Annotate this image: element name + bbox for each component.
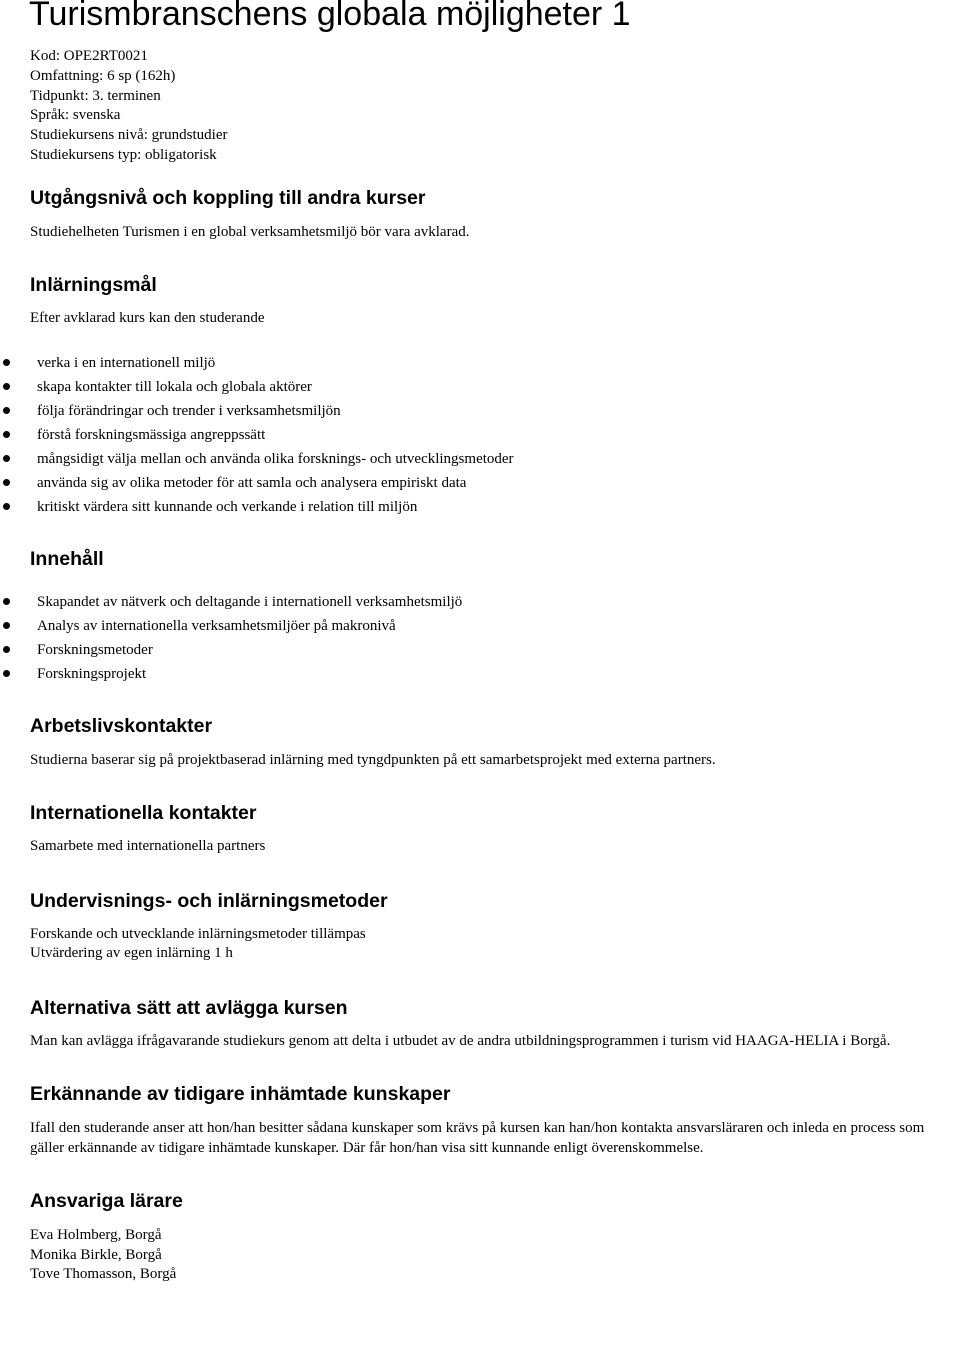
- section-heading: Arbetslivskontakter: [30, 714, 213, 737]
- section-heading: Ansvariga lärare: [30, 1190, 183, 1213]
- section-alternative-completion: [30, 996, 960, 1052]
- meta-code: Kod: OPE2RT0021: [30, 48, 148, 64]
- list-item: följa förändringar och trender i verksamhetsmiljön: [30, 399, 960, 423]
- meta-timing: Tidpunkt: 3. terminen: [30, 87, 161, 104]
- section-teachers: [30, 1189, 960, 1285]
- meta-level: Studiekursens nivå: grundstudier: [30, 127, 228, 144]
- section-international-contacts: [30, 801, 960, 857]
- list-item: verka i en internationell miljö: [30, 351, 960, 375]
- section-prior-learning: [30, 1082, 960, 1158]
- teacher-name: Eva Holmberg, Borgå: [30, 1227, 162, 1244]
- section-heading: Erkännande av tidigare inhämtade kunskaper: [30, 1083, 451, 1106]
- section-heading: Internationella kontakter: [30, 802, 257, 825]
- method-line: Utvärdering av egen inlärning 1 h: [30, 945, 233, 962]
- section-teaching-methods: [30, 889, 960, 964]
- bullet-icon: [3, 479, 10, 486]
- bullet-icon: [3, 598, 10, 605]
- section-heading: Undervisnings- och inlärningsmetoder: [30, 889, 388, 912]
- bullet-icon: [3, 455, 10, 462]
- meta-scope: Omfattning: 6 sp (162h): [30, 67, 176, 84]
- course-description: [30, 0, 960, 1285]
- bullet-icon: [3, 431, 10, 438]
- section-heading: Utgångsnivå och koppling till andra kurser: [30, 186, 426, 209]
- list-item: kritiskt värdera sitt kunnande och verkande i relation till miljön: [30, 495, 960, 519]
- bullet-icon: [3, 383, 10, 390]
- list-item: Analys av internationella verksamhetsmiljöer på makronivå: [30, 614, 960, 638]
- course-meta: [30, 47, 960, 166]
- section-prerequisites: [30, 186, 960, 243]
- bullet-icon: [3, 670, 10, 677]
- list-item: Forskningsmetoder: [30, 638, 960, 662]
- teacher-list: [30, 1226, 960, 1285]
- section-text: Man kan avlägga ifrågavarande studiekurs genom att delta i utbudet av de andra utbildningsprogrammen i turism vid HAAGA-HELIA i Borgå.: [30, 1032, 891, 1049]
- list-item: mångsidigt välja mellan och använda olika forsknings- och utvecklingsmetoder: [30, 447, 960, 471]
- section-learning-outcomes: [30, 273, 960, 519]
- bullet-icon: [3, 503, 10, 510]
- section-text: Studierna baserar sig på projektbaserad inlärning med tyngdpunkten på ett samarbetsprojekt med externa partners.: [30, 751, 716, 768]
- learning-outcomes-list: [30, 351, 960, 519]
- method-line: Forskande och utvecklande inlärningsmetoder tillämpas: [30, 925, 366, 942]
- list-item: Forskningsprojekt: [30, 662, 960, 686]
- section-text: Samarbete med internationella partners: [30, 838, 266, 855]
- section-heading: Inlärningsmål: [30, 274, 157, 297]
- teacher-name: Tove Thomasson, Borgå: [30, 1266, 177, 1283]
- section-heading: Alternativa sätt att avlägga kursen: [30, 996, 348, 1019]
- page-title: Turismbranschens globala möjligheter 1: [29, 0, 631, 33]
- section-lines: [30, 925, 960, 964]
- section-text: Studiehelheten Turismen i en global verksamhetsmiljö bör vara avklarad.: [30, 223, 470, 240]
- bullet-icon: [3, 646, 10, 653]
- content-list: [30, 590, 960, 686]
- section-intro: Efter avklarad kurs kan den studerande: [30, 310, 265, 327]
- teacher-name: Monika Birkle, Borgå: [30, 1246, 162, 1263]
- section-work-contacts: [30, 714, 960, 771]
- meta-type: Studiekursens typ: obligatorisk: [30, 146, 217, 163]
- section-content: [30, 547, 960, 686]
- bullet-icon: [3, 359, 10, 366]
- list-item: förstå forskningsmässiga angreppssätt: [30, 423, 960, 447]
- bullet-icon: [3, 407, 10, 414]
- section-text: Ifall den studerande anser att hon/han besitter sådana kunskaper som krävs på kursen kan han/hon kontakta ansvarsläraren och inleda en process som gäller erkännande av tidigare inhämtade kunskaper. Där får hon/han visa sitt kunnande enligt överenskommelse.: [30, 1120, 925, 1156]
- bullet-icon: [3, 622, 10, 629]
- list-item: skapa kontakter till lokala och globala aktörer: [30, 375, 960, 399]
- list-item: Skapandet av nätverk och deltagande i internationell verksamhetsmiljö: [30, 590, 960, 614]
- meta-language: Språk: svenska: [30, 107, 121, 124]
- list-item: använda sig av olika metoder för att samla och analysera empiriskt data: [30, 471, 960, 495]
- section-heading: Innehåll: [30, 547, 104, 570]
